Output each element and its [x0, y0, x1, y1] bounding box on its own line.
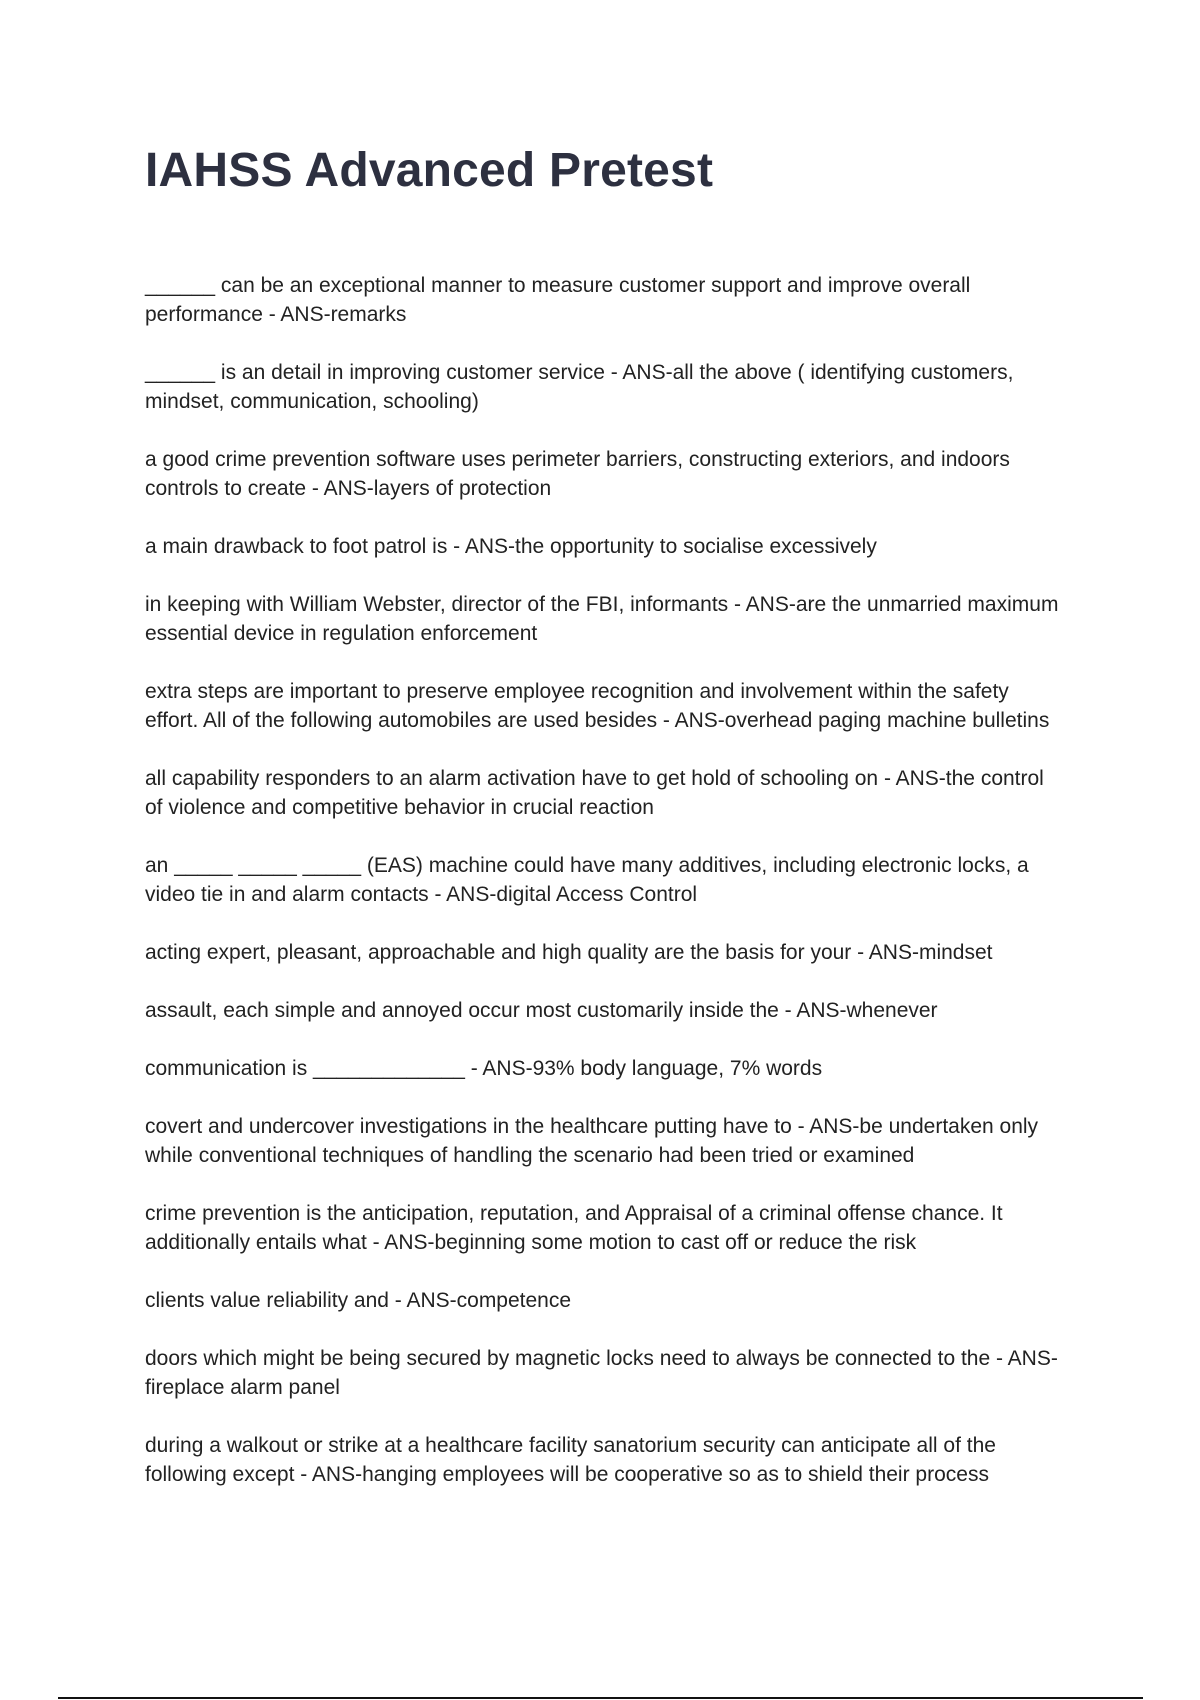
qa-item: a main drawback to foot patrol is - ANS-the opportunity to socialise excessively	[145, 535, 877, 558]
qa-item: acting expert, pleasant, approachable and high quality are the basis for your - ANS-mindset	[145, 941, 993, 964]
qa-item: ______ is an detail in improving customer service - ANS-all the above ( identifying customers, mindset, communication, schooling)	[145, 361, 1014, 413]
qa-item: a good crime prevention software uses perimeter barriers, constructing exteriors, and indoors controls to create - ANS-layers of protection	[145, 448, 1010, 500]
qa-item: assault, each simple and annoyed occur most customarily inside the - ANS-whenever	[145, 999, 938, 1022]
qa-item: ______ can be an exceptional manner to measure customer support and improve overall performance - ANS-remarks	[145, 274, 971, 326]
qa-item: communication is _____________ - ANS-93% body language, 7% words	[145, 1057, 823, 1080]
qa-list	[145, 271, 1060, 1518]
qa-item: during a walkout or strike at a healthcare facility sanatorium security can anticipate all of the following except - ANS-hanging employees will be cooperative so as to shield their process	[145, 1434, 996, 1486]
qa-item: doors which might be being secured by magnetic locks need to always be connected to the - ANS-fireplace alarm panel	[145, 1347, 1058, 1399]
qa-item: an _____ _____ _____ (EAS) machine could have many additives, including electronic locks, a video tie in and alarm contacts - ANS-digital Access Control	[145, 854, 1029, 906]
qa-item: all capability responders to an alarm activation have to get hold of schooling on - ANS-the control of violence and competitive behavior in crucial reaction	[145, 767, 1044, 819]
qa-item: extra steps are important to preserve employee recognition and involvement within the safety effort. All of the following automobiles are used besides - ANS-overhead paging machine bulletins	[145, 680, 1050, 732]
page-title: IAHSS Advanced Pretest	[145, 144, 714, 197]
qa-item: covert and undercover investigations in the healthcare putting have to - ANS-be undertaken only while conventional techniques of handling the scenario had been tried or examined	[145, 1115, 1039, 1167]
qa-item: crime prevention is the anticipation, reputation, and Appraisal of a criminal offense chance. It additionally entails what - ANS-beginning some motion to cast off or reduce the risk	[145, 1202, 1003, 1254]
qa-item: in keeping with William Webster, director of the FBI, informants - ANS-are the unmarried maximum essential device in regulation enforcement	[145, 593, 1059, 645]
qa-item: clients value reliability and - ANS-competence	[145, 1289, 572, 1312]
footer-divider	[58, 1697, 1143, 1699]
